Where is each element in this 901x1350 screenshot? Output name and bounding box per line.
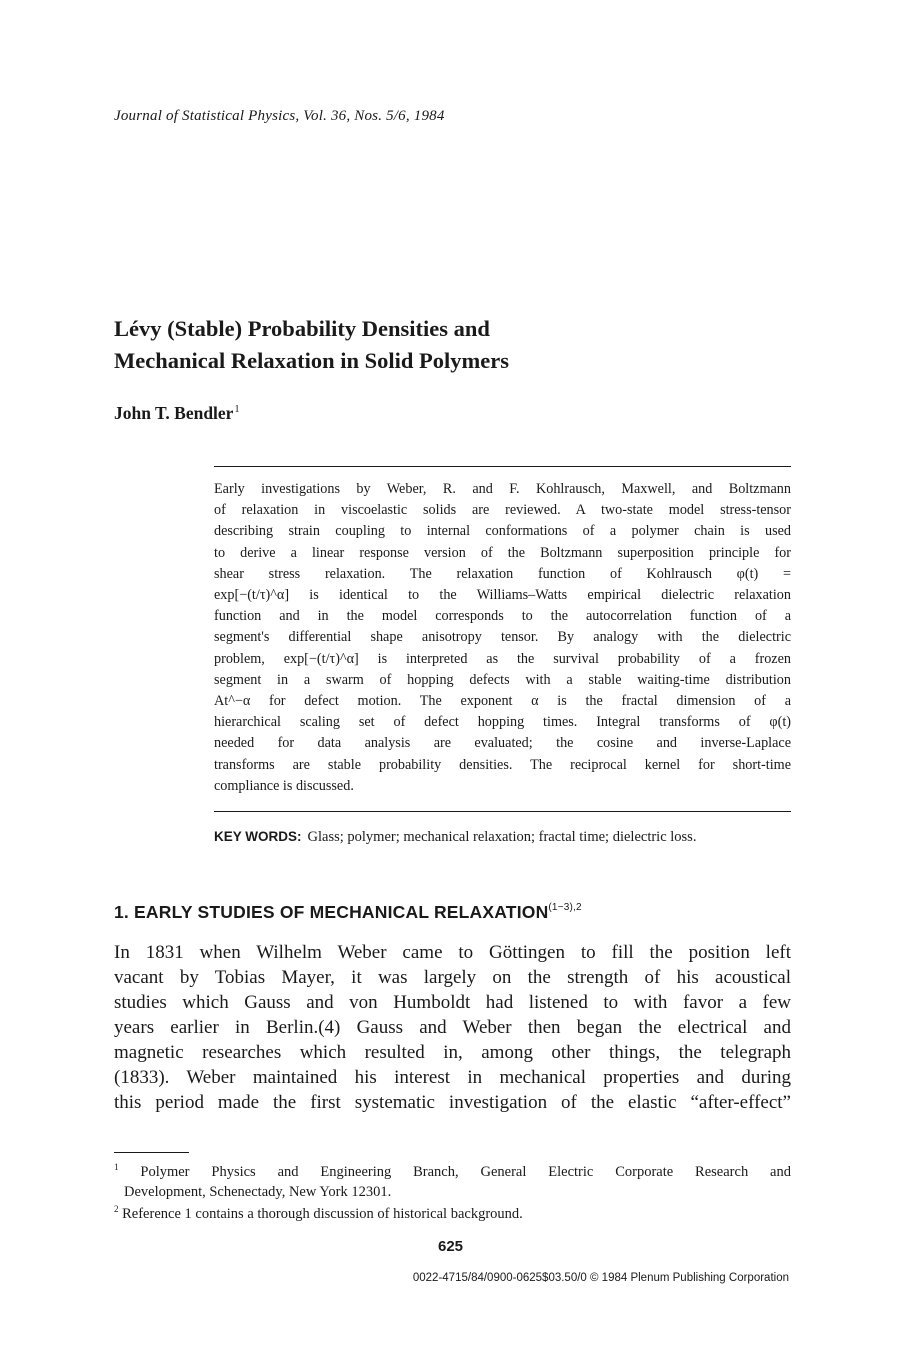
footnote-1-line-2: Development, Schenectady, New York 12301. [124, 1184, 392, 1200]
body-line: vacant by Tobias Mayer, it was largely on the strength of his acoustical [114, 967, 791, 988]
abstract-line: problem, exp[−(t/τ)^α] is interpreted as the survival probability of a frozen [214, 650, 791, 667]
abstract-line: transforms are stable probability densities. The reciprocal kernel for short-time [214, 756, 791, 773]
footnote-1-mark: 1 [114, 1162, 119, 1172]
abstract-line: describing strain coupling to internal conformations of a polymer chain is used [214, 523, 791, 540]
body-line: years earlier in Berlin.(4) Gauss and Weber then began the electrical and [114, 1017, 791, 1038]
abstract-line: segment in a swarm of hopping defects with a stable waiting-time distribution [214, 671, 791, 688]
abstract-line: of relaxation in viscoelastic solids are reviewed. A two-state model stress-tensor [214, 502, 791, 519]
abstract-top-rule [214, 466, 791, 467]
abstract-bottom-rule [214, 811, 791, 812]
abstract [214, 479, 791, 797]
abstract-line: function and in the model corresponds to the autocorrelation function of a [214, 608, 791, 625]
abstract-line: segment's differential shape anisotropy tensor. By analogy with the dielectric [214, 629, 791, 646]
footnote-1 [114, 1162, 791, 1202]
keywords-label: KEY WORDS: [214, 829, 302, 844]
keywords [214, 826, 791, 848]
author-footnote-mark: 1 [234, 404, 240, 415]
author-line [114, 403, 239, 424]
footnote-2 [114, 1204, 791, 1224]
body-line: In 1831 when Wilhelm Weber came to Göttingen to fill the position left [114, 942, 791, 963]
abstract-line: shear stress relaxation. The relaxation function of Kohlrausch φ(t) = [214, 565, 791, 582]
section-heading [114, 902, 582, 923]
footnote-separator [114, 1152, 189, 1153]
copyright-line: 0022-4715/84/0900-0625$03.50/0 © 1984 Plenum Publishing Corporation [412, 1272, 789, 1284]
body-line: magnetic researches which resulted in, among other things, the telegraph [114, 1042, 791, 1063]
page-number: 625 [437, 1238, 464, 1255]
footnote-2-text: Reference 1 contains a thorough discussion of historical background. [122, 1206, 523, 1222]
keywords-text: Glass; polymer; mechanical relaxation; fractal time; dielectric loss. [307, 829, 697, 845]
title-line-2: Mechanical Relaxation in Solid Polymers [114, 348, 509, 373]
body-line: (1833). Weber maintained his interest in mechanical properties and during [114, 1067, 791, 1088]
author-name: John T. Bendler [114, 403, 234, 423]
abstract-line: Early investigations by Weber, R. and F. Kohlrausch, Maxwell, and Boltzmann [214, 481, 791, 497]
section-refs: (1−3),2 [548, 902, 582, 913]
body-line: studies which Gauss and von Humboldt had listened to with favor a few [114, 992, 791, 1013]
abstract-line: compliance is discussed. [214, 777, 354, 794]
footnote-2-mark: 2 [114, 1204, 119, 1214]
abstract-line: exp[−(t/τ)^α] is identical to the Williams–Watts empirical dielectric relaxation [214, 587, 791, 604]
abstract-line: to derive a linear response version of the Boltzmann superposition principle for [214, 544, 791, 561]
abstract-line: At^−α for defect motion. The exponent α is the fractal dimension of a [214, 693, 791, 710]
abstract-line: hierarchical scaling set of defect hopping times. Integral transforms of φ(t) [214, 714, 791, 731]
paper-title [114, 313, 814, 377]
title-line-1: Lévy (Stable) Probability Densities and [114, 316, 490, 341]
abstract-line: needed for data analysis are evaluated; the cosine and inverse-Laplace [214, 735, 791, 752]
section-title: 1. EARLY STUDIES OF MECHANICAL RELAXATION [114, 902, 549, 922]
body-line: this period made the first systematic investigation of the elastic “after-effect” [114, 1092, 791, 1113]
journal-citation: Journal of Statistical Physics, Vol. 36, Nos. 5/6, 1984 [114, 108, 445, 124]
footnote-1-line-1: Polymer Physics and Engineering Branch, General Electric Corporate Research and [140, 1164, 791, 1180]
body-paragraph [114, 940, 791, 1115]
